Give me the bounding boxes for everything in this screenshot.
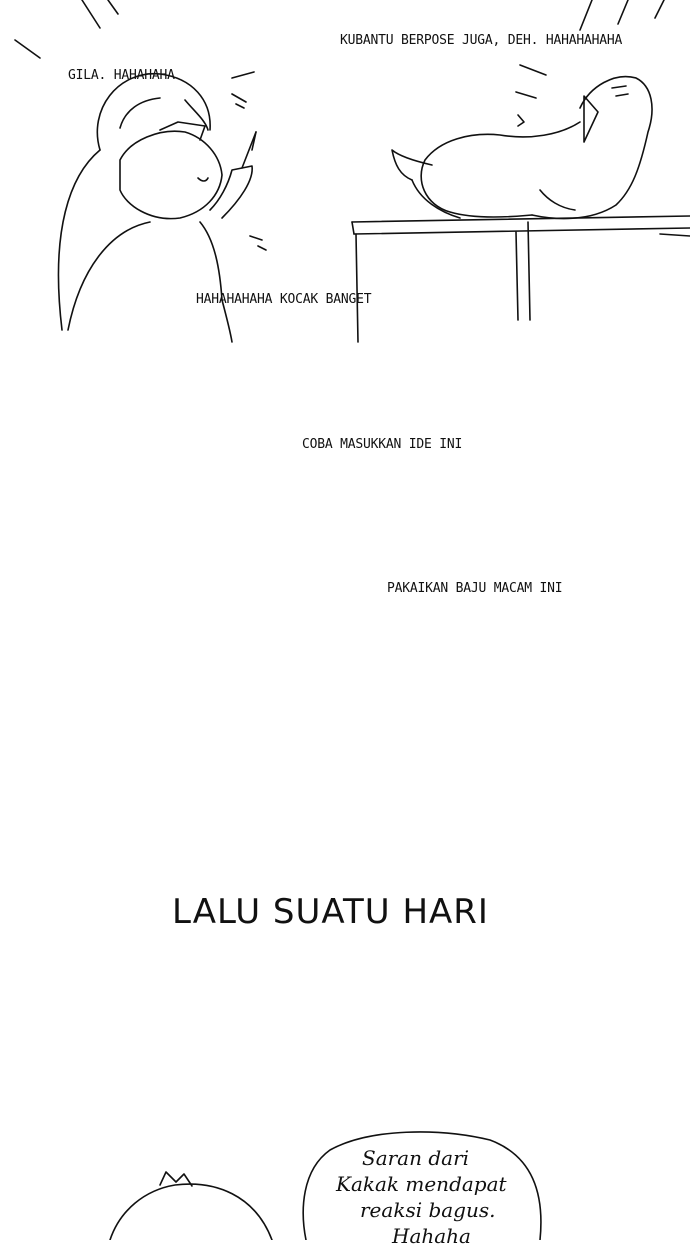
bubble-line-3: reaksi bagus. — [360, 1198, 496, 1222]
caption-coba: COBA MASUKKAN IDE INI — [302, 437, 463, 452]
bubble-line-1: Saran dari — [362, 1146, 470, 1170]
bottom-character — [110, 1172, 272, 1240]
action-lines-left — [15, 0, 118, 58]
bubble-line-2: Kakak mendapat — [336, 1172, 507, 1196]
table-box — [352, 216, 690, 342]
bubble-line-4: Hahaha — [392, 1224, 471, 1248]
scene-title: LALU SUATU HARI — [172, 892, 489, 932]
caption-gila: GILA. HAHAHAHA — [68, 68, 175, 83]
bird-figure — [392, 65, 652, 219]
caption-pakaikan: PAKAIKAN BAJU MACAM INI — [387, 581, 563, 596]
action-lines-right — [580, 0, 664, 30]
caption-kubantu: KUBANTU BERPOSE JUGA, DEH. HAHAHAHAHA — [340, 33, 623, 48]
caption-kocak: HAHAHAHAHA KOCAK BANGET — [196, 292, 372, 307]
